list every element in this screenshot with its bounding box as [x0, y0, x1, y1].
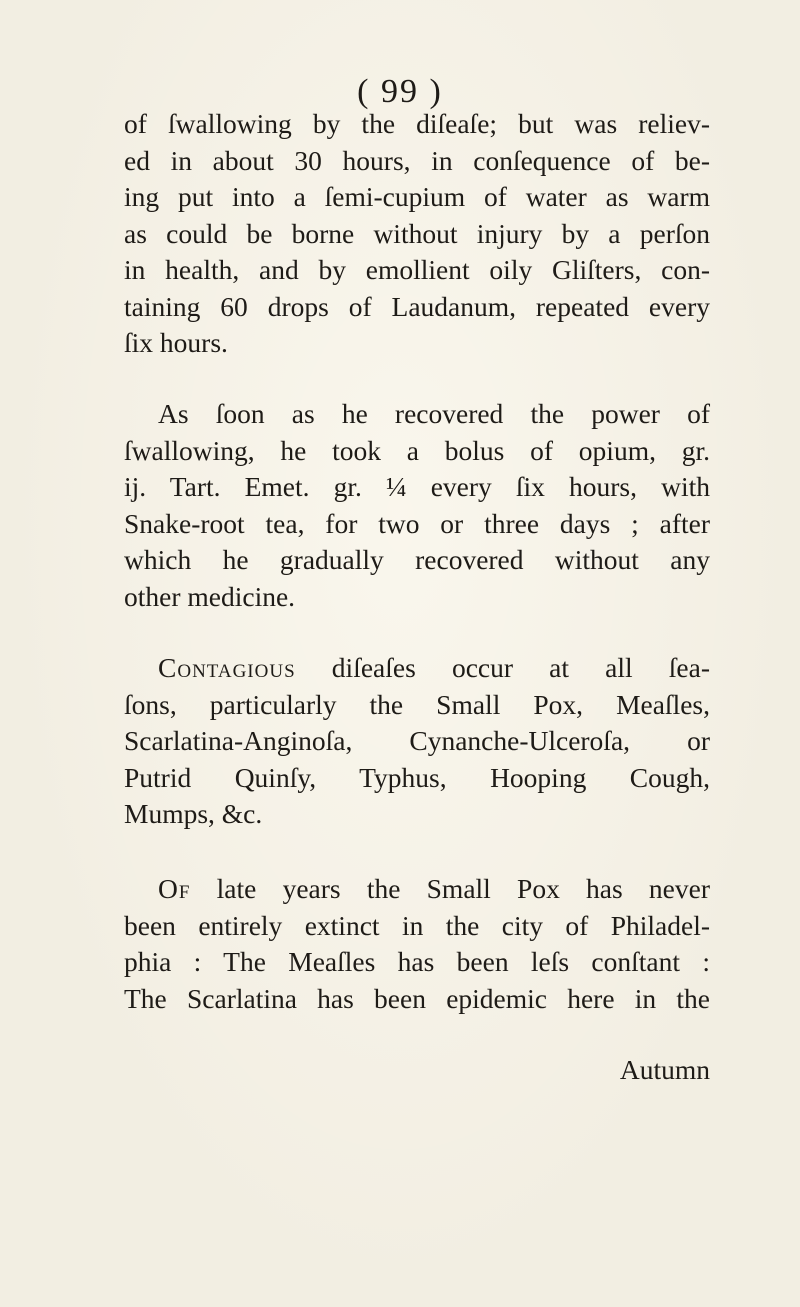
text-line: Mumps, &c.	[124, 798, 263, 829]
text-line: phia : The Meaſles has been leſs conſtant :	[124, 946, 710, 977]
text-line: other medicine.	[124, 580, 296, 612]
text-line: ed in about 30 hours, in conſequence of be-	[124, 144, 710, 176]
text-line: ing put into a ſemi-cupium of water as warm	[124, 181, 710, 212]
text-line: ſwallowing, he took a bolus of opium, gr.	[124, 434, 710, 466]
text-line	[124, 650, 710, 687]
text-line: which he gradually recovered without any	[124, 544, 710, 575]
small-caps-lead: Contagious	[158, 652, 296, 683]
text-line: in health, and by emollient oily Gliſters, con-	[124, 254, 710, 285]
paragraph-4	[124, 871, 710, 1017]
small-caps-lead: Of	[158, 873, 191, 904]
text-span: diſeaſes occur at all ſea-	[295, 652, 710, 683]
paragraph-2	[124, 396, 710, 615]
text-line: as could be borne without injury by a perſon	[124, 217, 710, 249]
catchword: Autumn	[619, 1054, 710, 1085]
text-span: late years the Small Pox has never	[190, 873, 710, 904]
text-line: The Scarlatina has been epidemic here in the	[124, 982, 710, 1014]
text-line: ſix hours.	[124, 327, 228, 358]
text-line: Scarlatina-Anginoſa, Cynanche-Ulceroſa, or	[124, 725, 710, 756]
text-line: ij. Tart. Emet. gr. ¼ every ſix hours, with	[124, 471, 710, 502]
text-line	[124, 871, 710, 908]
text-line: As ſoon as he recovered the power of	[158, 398, 710, 429]
page-number: ( 99 )	[357, 73, 443, 110]
text-line: taining 60 drops of Laudanum, repeated every	[124, 290, 710, 322]
text-line: of ſwallowing by the diſeaſe; but was reliev-	[124, 108, 710, 139]
paragraph-1	[124, 106, 710, 362]
text-line: ſons, particularly the Small Pox, Meaſles,	[124, 688, 710, 720]
text-line: been entirely extinct in the city of Philadel-	[124, 909, 710, 941]
text-line: Putrid Quinſy, Typhus, Hooping Cough,	[124, 761, 710, 793]
text-line: Snake-root tea, for two or three days ; after	[124, 507, 710, 539]
paragraph-3	[124, 650, 710, 833]
